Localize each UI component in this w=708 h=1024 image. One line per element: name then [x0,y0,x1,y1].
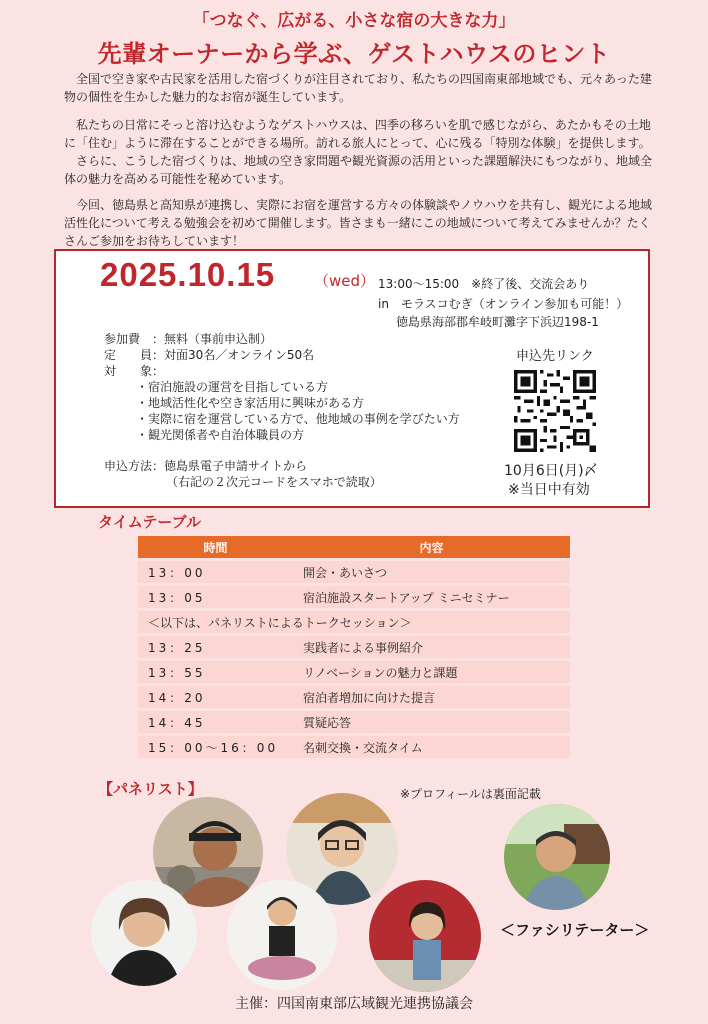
qr-code-icon[interactable] [514,370,596,452]
table-row [138,586,570,608]
panelists-title: 【パネリスト】 [98,780,203,798]
deadline-note: ※当日中有効 [508,482,590,498]
timetable [138,533,570,761]
section-row: ＜以下は、パネリストによるトークセッション＞ [138,611,570,633]
timetable-title: タイムテーブル [98,513,202,531]
table-row [138,611,570,633]
table-row [138,711,570,733]
intro-paragraph-2: 私たちの日常にそっと溶け込むようなゲストハウスは、四季の移ろいを肌で感じながら、あたかもその土地に「住む」ように滞在することができる場所。訪れる旅人にとって、心に残る「特別な体験」を提供します。 さらに、こうした宿づくりは、地域の空き家問題や観光資源の活用といった課題解決にもつながり、地域全体の魅力を高める可能性を秘めています。 [64,118,653,186]
row-time: 14：20 [138,686,293,708]
target-item: ・実際に宿を運営している方で、他地域の事例を学びたい方 [136,412,460,426]
table-row [138,661,570,683]
apply-deadline: 10月6日(月)〆 [504,463,598,479]
row-content: 名刺交換・交流タイム [293,736,570,758]
table-row [138,736,570,758]
table-row [138,686,570,708]
apply-link-label: 申込先リンク [516,349,594,364]
panelist-photo-3 [91,880,197,986]
row-content: 開会・あいさつ [293,561,570,583]
row-content: リノベーションの魅力と課題 [293,661,570,683]
intro-paragraph-1: 全国で空き家や古民家を活用した宿づくりが注目されており、私たちの四国南東部地域でも、元々あった建物の個性を生かした魅力的なお宿が誕生しています。 [64,72,652,104]
event-day-of-week: （wed） [314,272,376,290]
target-item: ・観光関係者や自治体職員の方 [136,428,305,442]
profile-note: ※プロフィールは裏面記載 [400,787,541,801]
column-header-time: 時間 [138,536,293,558]
row-time: 15：00～16：00 [138,736,293,758]
panelist-photo-5 [369,880,481,992]
column-header-content: 内容 [293,536,570,558]
timetable-header-row [138,536,570,558]
table-row [138,561,570,583]
apply-method: 申込方法：徳島県電子申請サイトから [104,459,308,473]
event-capacity: 定 員：対面30名／オンライン50名 [104,348,315,362]
row-time: 13：00 [138,561,293,583]
row-time: 13：55 [138,661,293,683]
row-content: 実践者による事例紹介 [293,636,570,658]
event-target-label: 対 象： [104,364,165,378]
facilitator-photo [504,804,610,910]
row-content: 宿泊者増加に向けた提言 [293,686,570,708]
intro-paragraph-3: 今回、徳島県と高知県が連携し、実際にお宿を運営する方々の体験談やノウハウを共有し、観光による地域活性化について考える勉強会を初めて開催します。皆さまも一緒にこの地域について考えてみませんか？たくさんご参加をお待ちしています！ [64,198,653,248]
event-time: 13:00～15:00 ※終了後、交流会あり [378,277,590,291]
event-subtitle: 「つなぐ、広がる、小さな宿の大きな力」 [192,11,516,31]
target-item: ・地域活性化や空き家活用に興味がある方 [136,396,365,410]
organizer: 主催：四国南東部広域観光連携協議会 [235,996,473,1012]
row-time: 14：45 [138,711,293,733]
event-venue: in モラスコむぎ（オンライン参加も可能！） [378,297,629,311]
table-row [138,636,570,658]
apply-note: （右記の２次元コードをスマホで読取） [166,475,382,489]
event-date: 2025.10.15 [100,256,276,293]
row-content: 宿泊施設スタートアップ ミニセミナー [293,586,570,608]
panelist-photo-4 [227,880,337,990]
row-content: 質疑応答 [293,711,570,733]
event-fee: 参加費 ：無料（事前申込制） [104,332,273,346]
facilitator-label: ＜ファシリテーター＞ [500,921,650,939]
event-address: 徳島県海部郡牟岐町灘字下浜辺198-1 [396,315,599,329]
event-title: 先輩オーナーから学ぶ、ゲストハウスのヒント [97,40,611,68]
target-item: ・宿泊施設の運営を目指している方 [136,380,329,394]
row-time: 13：05 [138,586,293,608]
row-time: 13：25 [138,636,293,658]
